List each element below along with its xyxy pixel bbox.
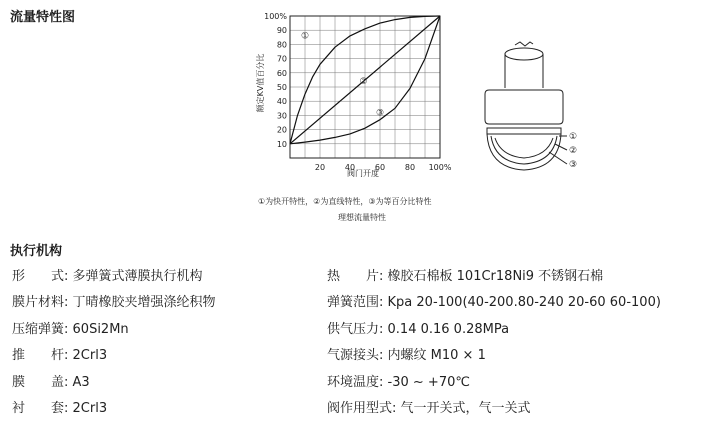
spec-value: A3: [72, 375, 90, 390]
actuator-diagram: [475, 40, 590, 180]
spec-value: 橡胶石棉板 101Cr18Ni9 不锈钢石棉: [387, 269, 604, 284]
section-title-actuator: 执行机构: [10, 244, 63, 259]
spec-row-supply-pressure: [327, 318, 509, 337]
series-marker-3: ③: [375, 108, 385, 119]
section-title-flow-chart: 流量特性图: [10, 10, 76, 25]
spec-label: 热 片:: [327, 269, 384, 284]
spec-value: 多弹簧式薄膜执行机构: [72, 269, 203, 284]
y-tick-label: 80: [276, 40, 287, 50]
spec-row-action-type: [327, 397, 531, 416]
spec-row-air-connector: [327, 344, 486, 363]
x-axis-label: 阀门开度: [347, 169, 379, 178]
spec-row-spring-range: [327, 291, 661, 310]
y-tick-label: 100%: [264, 12, 287, 21]
y-tick-label: 40: [276, 97, 287, 107]
y-axis-label: 额定KV值百分比: [256, 53, 265, 113]
spec-label: 膜片材料:: [12, 295, 69, 310]
spec-label: 阀作用型式:: [327, 401, 397, 416]
y-tick-label: 20: [276, 125, 287, 135]
spec-label: 弹簧范围:: [327, 295, 384, 310]
flow-characteristic-chart: [255, 8, 460, 180]
spec-row-form: [12, 265, 203, 284]
y-tick-label: 70: [276, 54, 287, 64]
spec-label: 推 杆:: [12, 348, 69, 363]
y-tick-label: 50: [276, 83, 287, 92]
diagram-marker-2: ②: [569, 146, 578, 156]
spec-value: 2Crl3: [72, 348, 108, 363]
x-tick-label: 20: [314, 163, 326, 172]
spec-value: 内螺纹 M10 × 1: [387, 348, 486, 363]
y-tick-label: 10: [276, 139, 287, 149]
x-tick-label: 100%: [428, 163, 452, 172]
spec-row-rod: [12, 344, 107, 363]
spec-value: 0.14 0.16 0.28MPa: [387, 322, 510, 337]
chart-caption-legend: ①为快开特性，②为直线特性，③为等百分比特性: [258, 197, 432, 206]
x-tick-label: 80: [404, 163, 416, 172]
chart-caption-title: 理想流量特性: [338, 213, 386, 222]
spec-value: 丁晴橡胶夹增强涤纶积物: [72, 295, 216, 310]
spec-value: Kpa 20-100(40-200.80-240 20-60 60-100): [387, 295, 661, 310]
x-tick-label: 60: [374, 163, 386, 172]
spec-label: 气源接头:: [327, 348, 384, 363]
series-marker-1: ①: [300, 31, 310, 42]
diagram-marker-3: ③: [569, 160, 578, 170]
spec-label: 膜 盖:: [12, 375, 69, 390]
spec-row-ambient-temp: [327, 371, 470, 390]
spec-row-gasket: [327, 265, 603, 284]
spec-value: 60Si2Mn: [72, 322, 129, 337]
spec-row-bushing: [12, 397, 107, 416]
spec-row-diaphragm: [12, 291, 216, 310]
spec-value: 2Crl3: [72, 401, 108, 416]
spec-value: 气一开关式，气一关式: [400, 401, 531, 416]
y-tick-label: 90: [276, 26, 287, 36]
spec-row-spring: [12, 318, 129, 337]
spec-label: 供气压力:: [327, 322, 384, 337]
spec-label: 形 式:: [12, 269, 69, 284]
spec-value: -30 ~ +70℃: [387, 375, 470, 390]
x-tick-label: 40: [344, 163, 356, 172]
spec-label: 压缩弹簧:: [12, 322, 69, 337]
diagram-marker-1: ①: [569, 132, 578, 142]
spec-label: 环境温度:: [327, 375, 384, 390]
y-tick-label: 30: [276, 111, 287, 121]
spec-label: 衬 套:: [12, 401, 69, 416]
y-tick-labels: [264, 12, 287, 149]
series-marker-2: ②: [359, 77, 368, 88]
x-tick-labels: [315, 163, 452, 172]
y-tick-label: 60: [276, 68, 287, 78]
spec-row-cover: [12, 371, 90, 390]
